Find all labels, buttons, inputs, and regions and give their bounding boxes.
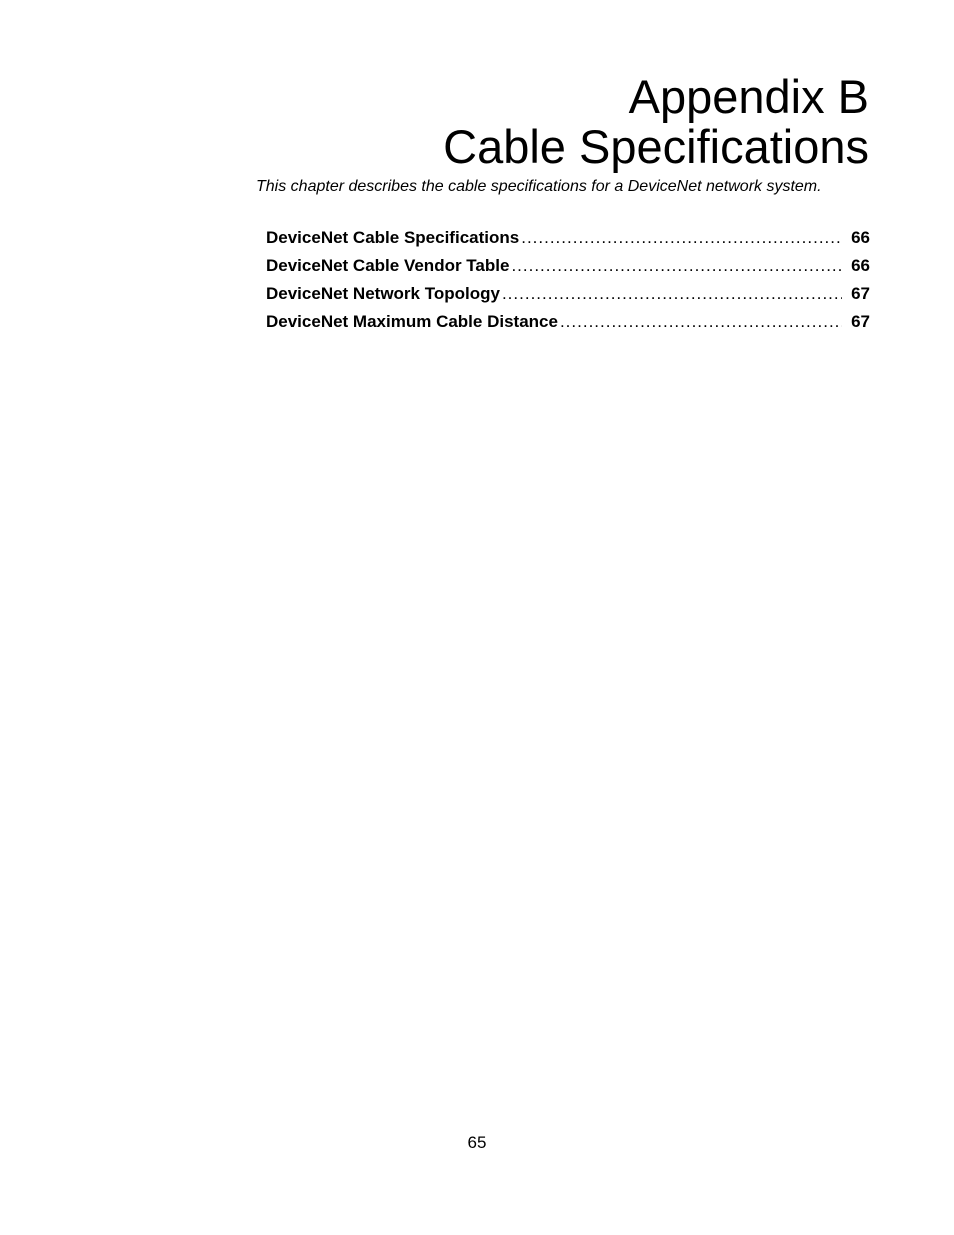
toc-entry[interactable]	[266, 284, 870, 312]
toc-leader-dots	[511, 256, 842, 276]
toc-entry-label: DeviceNet Network Topology	[266, 284, 500, 303]
toc-entry-page: 66	[851, 256, 870, 275]
page-number: 65	[467, 1133, 487, 1152]
toc-entry[interactable]	[266, 312, 870, 340]
chapter-description: This chapter describes the cable specifications for a DeviceNet network system.	[256, 178, 822, 195]
toc-leader-dots	[560, 312, 842, 332]
toc-entry-page: 67	[851, 312, 870, 331]
table-of-contents	[266, 228, 870, 340]
appendix-label: Appendix B	[628, 70, 869, 123]
toc-entry-label: DeviceNet Cable Vendor Table	[266, 256, 510, 275]
toc-entry[interactable]	[266, 256, 870, 284]
toc-entry-page: 67	[851, 284, 870, 303]
toc-leader-dots	[521, 228, 842, 248]
toc-leader-dots	[502, 284, 842, 304]
toc-entry-page: 66	[851, 228, 870, 247]
chapter-title	[443, 72, 869, 172]
toc-entry-label: DeviceNet Maximum Cable Distance	[266, 312, 558, 331]
toc-entry-label: DeviceNet Cable Specifications	[266, 228, 520, 247]
toc-entry[interactable]	[266, 228, 870, 256]
appendix-title: Cable Specifications	[443, 120, 869, 173]
